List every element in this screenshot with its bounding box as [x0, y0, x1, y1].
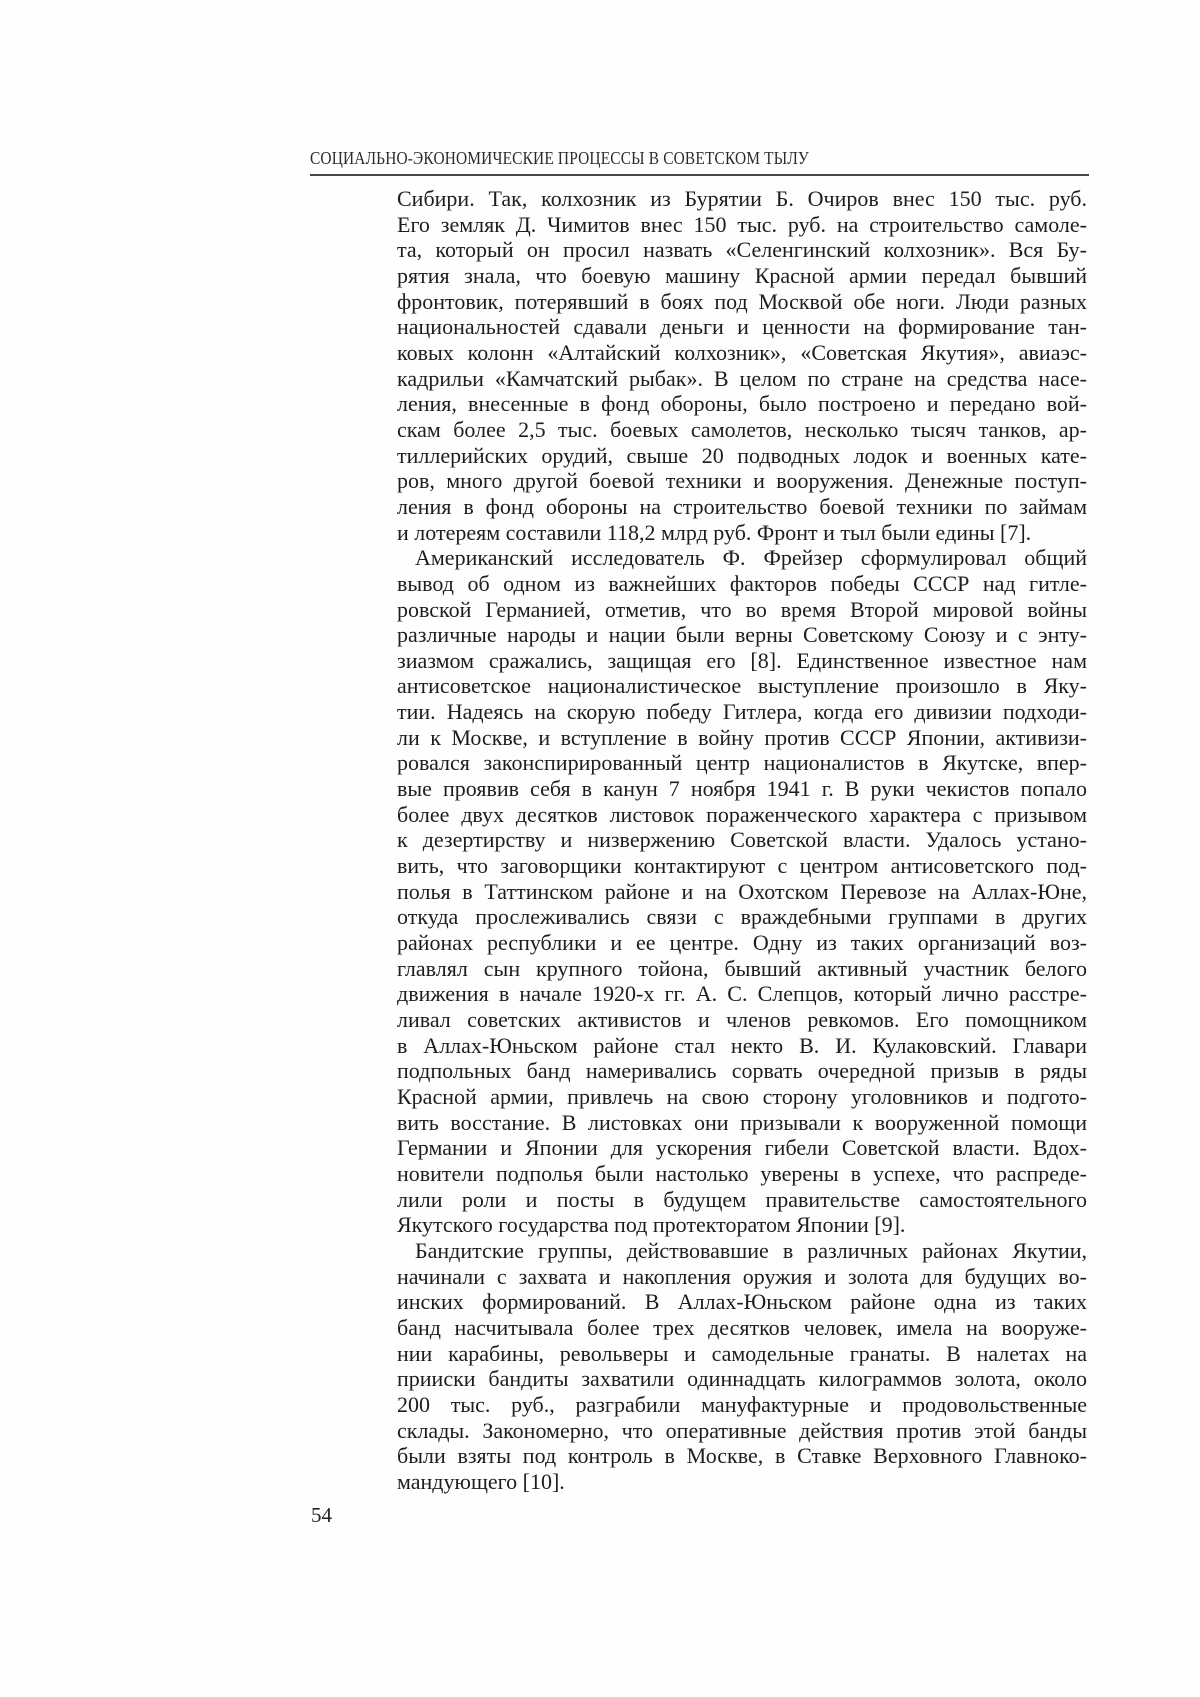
text-line: ковых колонн «Алтайский колхозник», «Советская Якутия», авиаэс-	[397, 339, 1087, 365]
text-line: Якутского государства под протекторатом Японии [9].	[397, 1212, 906, 1238]
paragraph	[397, 545, 1087, 1238]
body-text-column	[397, 186, 1087, 1494]
text-line: Американский исследователь Ф. Фрейзер сформулировал общий	[415, 545, 1087, 571]
text-line: нии карабины, револьверы и самодельные гранаты. В налетах на	[397, 1340, 1087, 1366]
text-line: тиллерийских орудий, свыше 20 подводных лодок и военных кате-	[397, 442, 1087, 468]
text-line: лили роли и посты в будущем правительстве самостоятельного	[397, 1186, 1087, 1212]
text-line: зиазмом сражались, защищая его [8]. Единственное известное нам	[397, 647, 1087, 673]
text-line: главлял сын крупного тойона, бывший активный участник белого	[397, 955, 1087, 981]
text-line: в Аллах-Юньском районе стал некто В. И. Кулаковский. Главари	[397, 1032, 1087, 1058]
text-line: новители подполья были настолько уверены в успехе, что распреде-	[397, 1160, 1087, 1186]
text-line: более двух десятков листовок пораженческого характера с призывом	[397, 801, 1087, 827]
text-line: откуда прослеживались связи с враждебными группами в других	[397, 904, 1087, 930]
text-line: вывод об одном из важнейших факторов победы СССР над гитле-	[397, 570, 1087, 596]
text-line: ровался законспирированный центр националистов в Якутске, впер-	[397, 750, 1087, 776]
running-header	[310, 148, 1089, 176]
text-line: Германии и Японии для ускорения гибели Советской власти. Вдох-	[397, 1135, 1087, 1161]
text-line: Красной армии, привлечь на свою сторону уголовников и подгото-	[397, 1083, 1087, 1109]
text-line: ров, много другой боевой техники и вооружения. Денежные поступ-	[397, 468, 1087, 494]
text-line: банд насчитывала более трех десятков человек, имела на вооруже-	[397, 1314, 1087, 1340]
text-line: к дезертирству и низвержению Советской власти. Удалось устано-	[397, 827, 1087, 853]
text-line: фронтовик, потерявший в боях под Москвой обе ноги. Люди разных	[397, 288, 1087, 314]
text-line: антисоветское националистическое выступление произошло в Яку-	[397, 673, 1087, 699]
text-line: различные народы и нации были верны Советскому Союзу и с энту-	[397, 622, 1087, 648]
text-line: склады. Закономерно, что оперативные действия против этой банды	[397, 1417, 1087, 1443]
text-line: та, который он просил назвать «Селенгинский колхозник». Вся Бу-	[397, 237, 1087, 263]
text-line: тии. Надеясь на скорую победу Гитлера, когда его дивизии подходи-	[397, 699, 1087, 725]
text-line: прииски бандиты захватили одиннадцать килограммов золота, около	[397, 1366, 1087, 1392]
text-line: подпольных банд намеривались сорвать очередной призыв в ряды	[397, 1058, 1087, 1084]
text-line: мандующего [10].	[397, 1468, 565, 1494]
text-line: были взяты под контроль в Москве, в Ставке Верховного Главноко-	[397, 1443, 1087, 1469]
text-line: ли к Москве, и вступление в войну против СССР Японии, активизи-	[397, 724, 1087, 750]
text-line: вить, что заговорщики контактируют с центром антисоветского под-	[397, 853, 1087, 879]
text-line: ления в фонд обороны на строительство боевой техники по займам	[397, 493, 1087, 519]
text-line: скам более 2,5 тыс. боевых самолетов, несколько тысяч танков, ар-	[397, 416, 1087, 442]
text-line: полья в Таттинском районе и на Охотском Перевозе на Аллах-Юне,	[397, 878, 1087, 904]
text-line: движения в начале 1920-х гг. А. С. Слепцов, который лично расстре-	[397, 981, 1087, 1007]
text-line: вые проявив себя в канун 7 ноября 1941 г. В руки чекистов попало	[397, 776, 1087, 802]
text-line: ления, внесенные в фонд обороны, было построено и передано вой-	[397, 391, 1087, 417]
text-line: рятия знала, что боевую машину Красной армии передал бывший	[397, 262, 1087, 288]
text-line: 200 тыс. руб., разграбили мануфактурные и продовольственные	[397, 1391, 1087, 1417]
page-number: 54	[311, 1503, 332, 1527]
text-line: Бандитские группы, действовавшие в различных районах Якутии,	[415, 1237, 1087, 1263]
text-line: Его земляк Д. Чимитов внес 150 тыс. руб. на строительство самоле-	[397, 211, 1087, 237]
text-line: ливал советских активистов и членов ревкомов. Его помощником	[397, 1007, 1087, 1032]
text-line: районах республики и ее центре. Одну из таких организаций воз-	[397, 930, 1087, 956]
text-line: инских формирований. В Аллах-Юньском районе одна из таких	[397, 1289, 1087, 1315]
running-header-title: СОЦИАЛЬНО-ЭКОНОМИЧЕСКИЕ ПРОЦЕССЫ В СОВЕТСКОМ ТЫЛУ	[310, 148, 810, 168]
header-rule	[310, 174, 1089, 176]
text-line: ровской Германией, отметив, что во время Второй мировой войны	[397, 596, 1087, 622]
text-line: Сибири. Так, колхозник из Бурятии Б. Очиров внес 150 тыс. руб.	[397, 186, 1087, 211]
text-line: вить восстание. В листовках они призывали к вооруженной помощи	[397, 1109, 1087, 1135]
text-line: начинали с захвата и накопления оружия и золота для будущих во-	[397, 1263, 1087, 1289]
paragraph	[397, 186, 1087, 545]
text-line: национальностей сдавали деньги и ценности на формирование тан-	[397, 314, 1087, 340]
paragraph	[397, 1238, 1087, 1495]
text-line: кадрильи «Камчатский рыбак». В целом по стране на средства насе-	[397, 365, 1087, 391]
text-line: и лотереям составили 118,2 млрд руб. Фронт и тыл были едины [7].	[397, 519, 1032, 545]
